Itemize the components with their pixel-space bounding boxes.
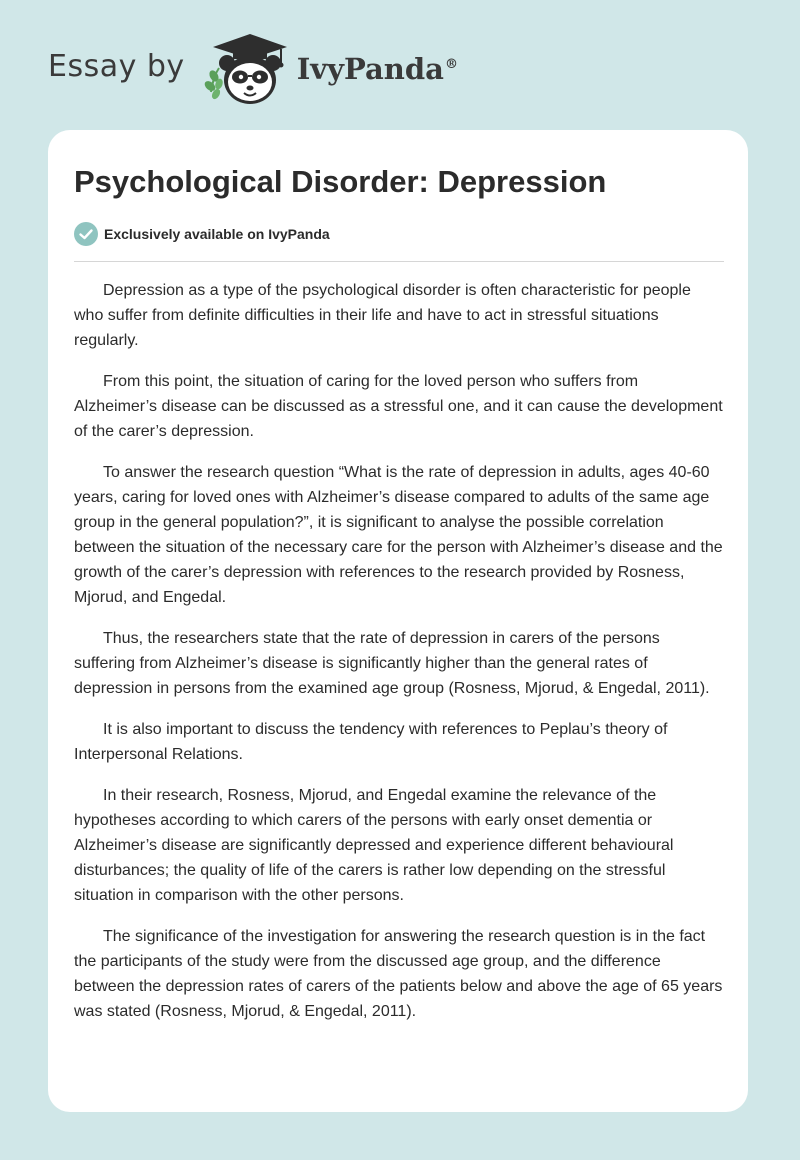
paragraph: Depression as a type of the psychological disorder is often characteristic for people who suffer from definite difficulties in their life and have to act in stressful situations regularly. [74, 282, 691, 349]
brand-name[interactable] [297, 52, 458, 86]
header-prefix: Essay by [48, 48, 185, 84]
exclusive-badge [74, 222, 330, 246]
brand-label: IvyPanda [296, 52, 444, 86]
paragraph: The significance of the investigation for answering the research question is in the fact the participants of the study were from the discussed age group, and the difference between the depression rates of carers of the patients below and above the age of 65 years was stated (Rosness, Mjorud, & Engedal, 2011). [74, 928, 723, 1020]
paragraph: Thus, the researchers state that the rate of depression in carers of the persons suffering from Alzheimer’s disease is significantly higher than the general rates of depression in persons from the examined age group (Rosness, Mjorud, & Engedal, 2011). [74, 630, 710, 697]
paragraph: To answer the research question “What is the rate of depression in adults, ages 40-60 years, caring for loved ones with Alzheimer’s disease compared to adults of the same age group in the general population?”, it is significant to analyse the possible correlation between the situation of the necessary care for the person with Alzheimer’s disease and the growth of the carer’s depression with references to the research provided by Rosness, Mjorud, and Engedal. [74, 464, 723, 606]
exclusive-badge-text: Exclusively available on IvyPanda [104, 226, 330, 242]
paragraph: It is also important to discuss the tendency with references to Peplau’s theory of Interpersonal Relations. [74, 721, 668, 763]
check-circle-icon [74, 222, 98, 246]
site-header [48, 30, 458, 110]
panda-graduate-icon[interactable] [201, 30, 293, 110]
paragraph: From this point, the situation of caring for the loved person who suffers from Alzheimer’s disease can be discussed as a stressful one, and it can cause the development of the carer’s depression. [74, 373, 723, 440]
essay-card [48, 130, 748, 1112]
divider [74, 261, 724, 262]
paragraph: In their research, Rosness, Mjorud, and Engedal examine the relevance of the hypotheses according to which carers of the persons with early onset dementia or Alzheimer’s disease are significantly depressed and experience different behavioural disturbances; the quality of life of the carers is rather low depending on the stressful situation in comparison with the other persons. [74, 787, 674, 904]
trademark-mark: ® [444, 57, 458, 73]
page-title: Psychological Disorder: Depression [74, 164, 607, 199]
essay-body [74, 278, 724, 1040]
